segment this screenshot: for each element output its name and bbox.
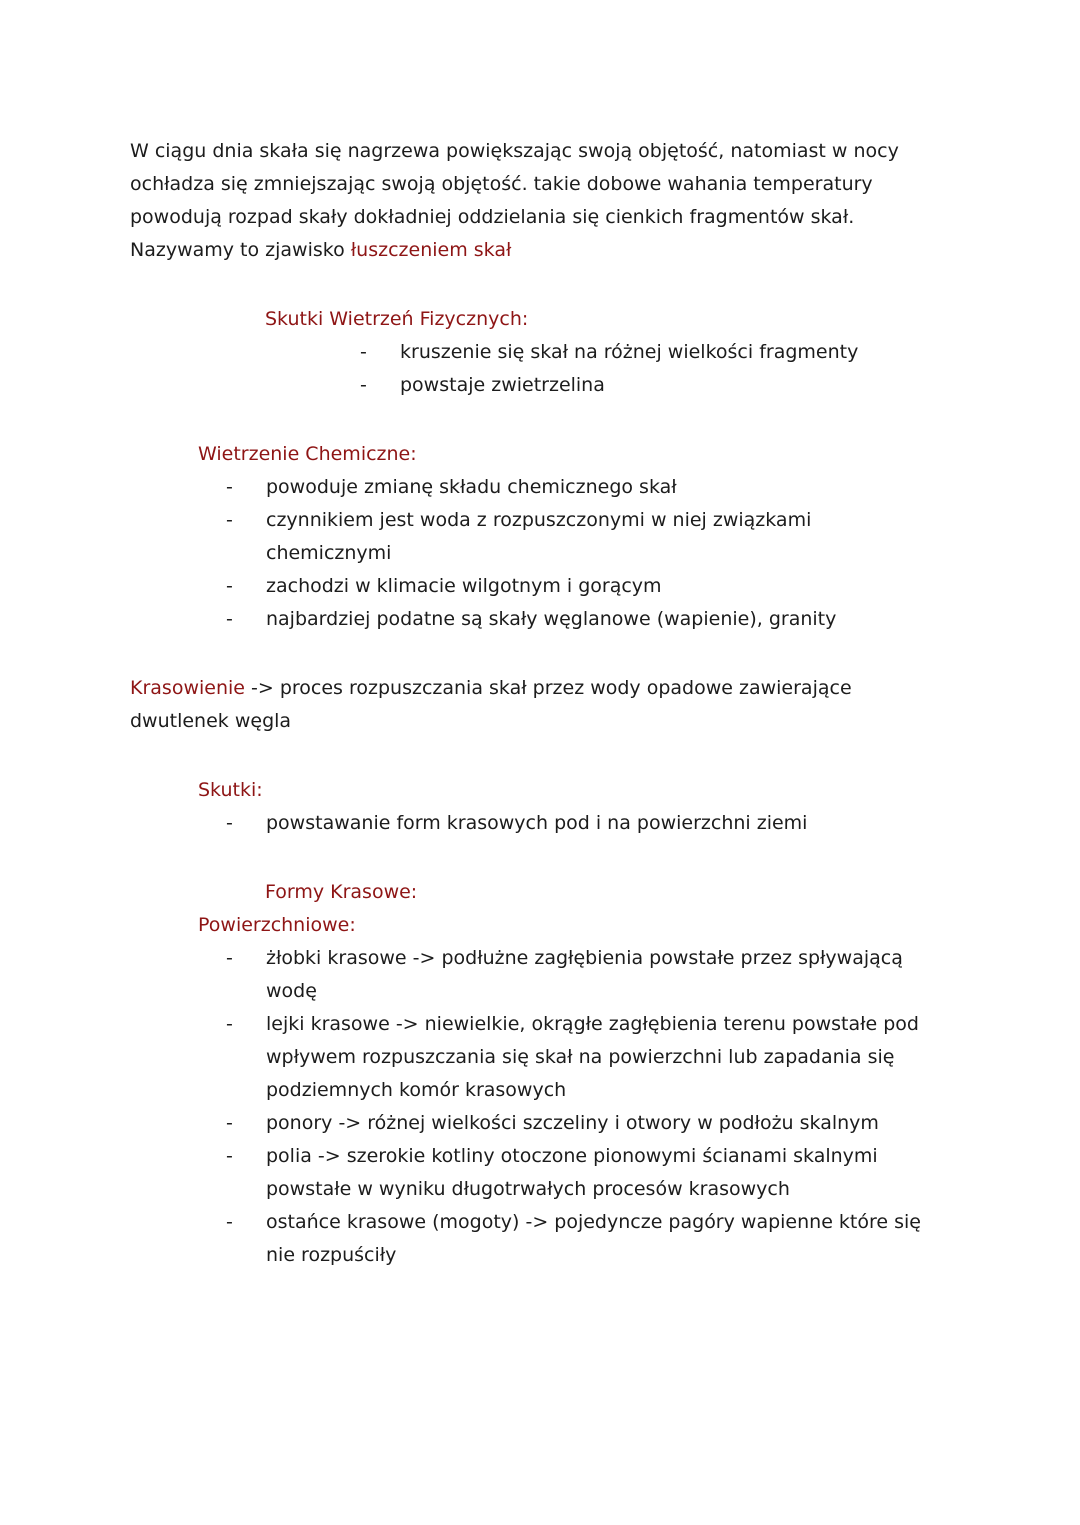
text-run: zachodzi w klimacie wilgotnym i gorącym (266, 575, 662, 597)
bullet-dash: - (360, 374, 367, 396)
list-item-text (266, 603, 935, 636)
section-heading (265, 303, 935, 336)
list-item (226, 504, 935, 570)
bullet-dash: - (226, 575, 233, 597)
list-item (226, 1206, 935, 1272)
text-run: W ciągu dnia skała się nagrzewa powiększając swoją objętość, natomiast w nocy ochładza się zmniejszając swoją objętość. takie dobowe wahania temperatury powodują rozpad skały dokładniej oddzielania się cienkich fragmentów skał. Nazywamy to zjawisko (130, 140, 899, 261)
bullet-list (198, 942, 935, 1272)
bullet-dash: - (226, 509, 233, 531)
text-run: Wietrzenie Chemiczne: (198, 443, 417, 465)
text-run: najbardziej podatne są skały węglanowe (wapienie), granity (266, 608, 837, 630)
text-run: żłobki krasowe -> podłużne zagłębienia powstałe przez spływającą wodę (266, 947, 903, 1002)
document-body (130, 135, 935, 1272)
text-run: powoduje zmianę składu chemicznego skał (266, 476, 677, 498)
text-run: Powierzchniowe: (198, 914, 356, 936)
text-run: Skutki Wietrzeń Fizycznych: (265, 308, 529, 330)
bullet-dash: - (226, 1211, 233, 1233)
bullet-dash: - (226, 812, 233, 834)
section-heading (198, 774, 935, 807)
text-run: Krasowienie (130, 677, 245, 699)
text-run: ostańce krasowe (mogoty) -> pojedyncze pagóry wapienne które się nie rozpuściły (266, 1211, 921, 1266)
text-run: powstawanie form krasowych pod i na powierzchni ziemi (266, 812, 808, 834)
text-run: Formy Krasowe: (265, 881, 418, 903)
list-item-text (266, 1107, 935, 1140)
list-item (360, 369, 935, 402)
list-item-text (266, 942, 935, 1008)
list-item-text (400, 336, 935, 369)
text-run: lejki krasowe -> niewielkie, okrągłe zagłębienia terenu powstałe pod wpływem rozpuszczania się skał na powierzchni lub zapadania się podziemnych komór krasowych (266, 1013, 919, 1101)
bullet-dash: - (226, 947, 233, 969)
bullet-dash: - (226, 608, 233, 630)
paragraph (130, 135, 935, 267)
text-run: czynnikiem jest woda z rozpuszczonymi w niej związkami chemicznymi (266, 509, 812, 564)
list-item-text (266, 1206, 935, 1272)
text-run: Skutki: (198, 779, 263, 801)
bullet-list (198, 471, 935, 636)
section-heading (198, 909, 935, 942)
bullet-dash: - (226, 1013, 233, 1035)
list-item-text (266, 504, 935, 570)
list-item (226, 570, 935, 603)
bullet-dash: - (226, 1145, 233, 1167)
bullet-list (198, 807, 935, 840)
list-item-text (266, 807, 935, 840)
list-item (226, 1107, 935, 1140)
section-heading (265, 876, 935, 909)
bullet-dash: - (226, 1112, 233, 1134)
list-item (226, 942, 935, 1008)
bullet-list (265, 336, 935, 402)
list-item (226, 807, 935, 840)
section-heading (198, 438, 935, 471)
list-item (226, 1140, 935, 1206)
bullet-dash: - (360, 341, 367, 363)
list-item-text (266, 471, 935, 504)
bullet-dash: - (226, 476, 233, 498)
list-item (360, 336, 935, 369)
text-run: łuszczeniem skał (350, 239, 512, 261)
text-run: ponory -> różnej wielkości szczeliny i otwory w podłożu skalnym (266, 1112, 879, 1134)
list-item-text (266, 1140, 935, 1206)
list-item-text (400, 369, 935, 402)
list-item (226, 471, 935, 504)
text-run: kruszenie się skał na różnej wielkości fragmenty (400, 341, 859, 363)
list-item-text (266, 1008, 935, 1107)
text-run: -> proces rozpuszczania skał przez wody opadowe zawierające dwutlenek węgla (130, 677, 852, 732)
list-item-text (266, 570, 935, 603)
text-run: powstaje zwietrzelina (400, 374, 605, 396)
paragraph (130, 672, 935, 738)
text-run: polia -> szerokie kotliny otoczone pionowymi ścianami skalnymi powstałe w wyniku długotrwałych procesów krasowych (266, 1145, 878, 1200)
list-item (226, 603, 935, 636)
list-item (226, 1008, 935, 1107)
